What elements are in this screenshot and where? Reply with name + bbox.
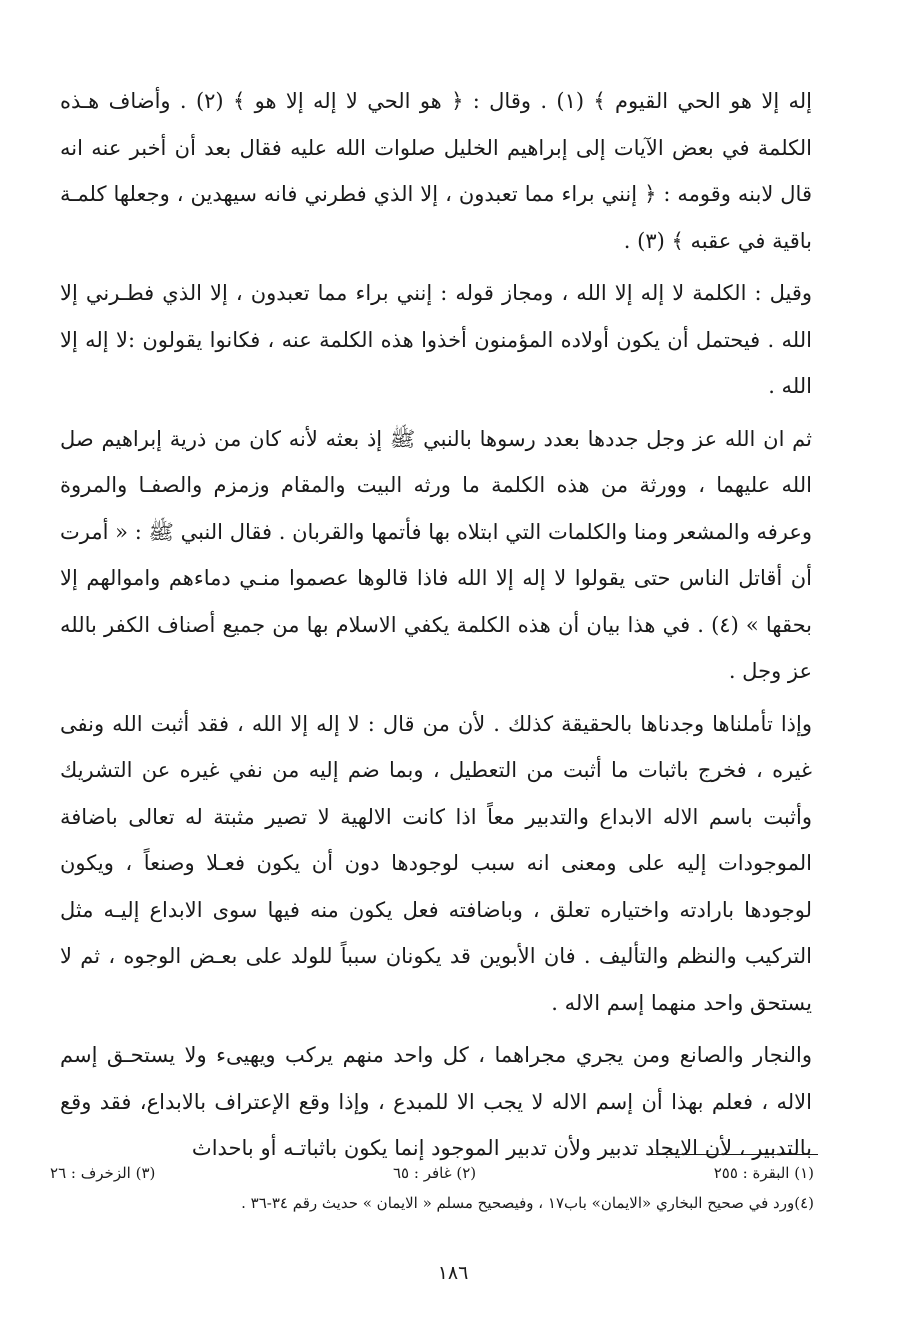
footnote-1: (١) البقرة : ٢٥٥ bbox=[713, 1164, 814, 1182]
paragraph-4: وإذا تأملناها وجدناها بالحقيقة كذلك . لأن من قال : لا إله إلا الله ، فقد أثبت الله ونفى غيره ، فخرج باثبات ما أثبت من التعطيل ، وبما ضم إليه من نفي غيره عن التشريك وأثبت باسم الاله الابداع والتدبير معاً اذا كانت الالهية لا تصير مثبتة له تعالى باضافة الموجودات إليه على ومعنى انه سبب لوجودها دون أن يكون فعـلا وصنعاً ، ويكون لوجودها بارادته واختياره تعلق ، وباضافته فعل يكون منه فيها سوى الابداع إليـه مثل التركيب والنظم والتأليف . فان الأبوين قد يكونان سبباً للولد على بعـض الوجوه ، ثم لا يستحق واحد منهما إسم الاله . bbox=[60, 711, 812, 1015]
footnote-3: (٣) الزخرف : ٢٦ bbox=[50, 1164, 156, 1182]
footnotes bbox=[50, 1158, 814, 1218]
footnote-row-2 bbox=[50, 1188, 814, 1218]
footnote-4: (٤)ورد في صحيح البخاري «الايمان» باب١٧ ، وفيصحيح مسلم « الايمان » حديث رقم ٣٤-٣٦ . bbox=[241, 1194, 814, 1212]
paragraph-1: إله إلا هو الحي القيوم ﴾ (١) . وقال : ﴿ هو الحي لا إله إلا هو ﴾ (٢) . وأضاف هـذه الكلمة في بعض الآيات إلى إبراهيم الخليل صلوات الله عليه فقال بعد أن أخبر عنه انه قال لابنه وقومه : ﴿ إنني براء مما تعبدون ، إلا الذي فطرني فانه سيهدين ، وجعلها كلمـة باقية في عقبه ﴾ (٣) . bbox=[60, 89, 812, 253]
paragraph-3: ثم ان الله عز وجل جددها بعدد رسوها بالنبي ﷺ إذ بعثه لأنه كان من ذرية إبراهيم صل الله عليهما ، وورثة من هذه الكلمة ما ورثه البيت والمقام وزمزم والصفـا والمروة وعرفه والمشعر ومنا والكلمات التي ابتلاه بها فأتمها والقربان . فقال النبي ﷺ : « أمرت أن أقاتل الناس حتى يقولوا لا إله إلا الله فاذا قالوها عصموا منـي دماءهم واموالهم إلا بحقها » (٤) . في هذا بيان أن هذه الكلمة يكفي الاسلام بها من جميع أصناف الكفر بالله عز وجل . bbox=[60, 426, 812, 683]
page-body bbox=[60, 78, 812, 1178]
paragraph-2: وقيل : الكلمة لا إله إلا الله ، ومجاز قوله : إنني براء مما تعبدون ، إلا الذي فطـرني إلا الله . فيحتمل أن يكون أولاده المؤمنون أخذوا هذه الكلمة عنه ، فكانوا يقولون :لا إله إلا الله . bbox=[60, 281, 812, 398]
footnote-divider bbox=[648, 1154, 818, 1155]
footnote-row-1 bbox=[50, 1158, 814, 1188]
page-number: ١٨٦ bbox=[437, 1262, 469, 1284]
paragraph-5: والنجار والصانع ومن يجري مجراهما ، كل واحد منهم يركب ويهيىء ولا يستحـق إسم الاله ، فعلم بهذا أن إسم الاله لا يجب الا للمبدع ، وإذا وقع الإعتراف بالابداع، فقد وقع بالتدبير ، لأن الايجاد تدبير ولأن تدبير الموجود إنما يكون باثباتـه أو باحداث bbox=[60, 1043, 812, 1160]
footnote-2: (٢) غافر : ٦٥ bbox=[392, 1164, 477, 1182]
